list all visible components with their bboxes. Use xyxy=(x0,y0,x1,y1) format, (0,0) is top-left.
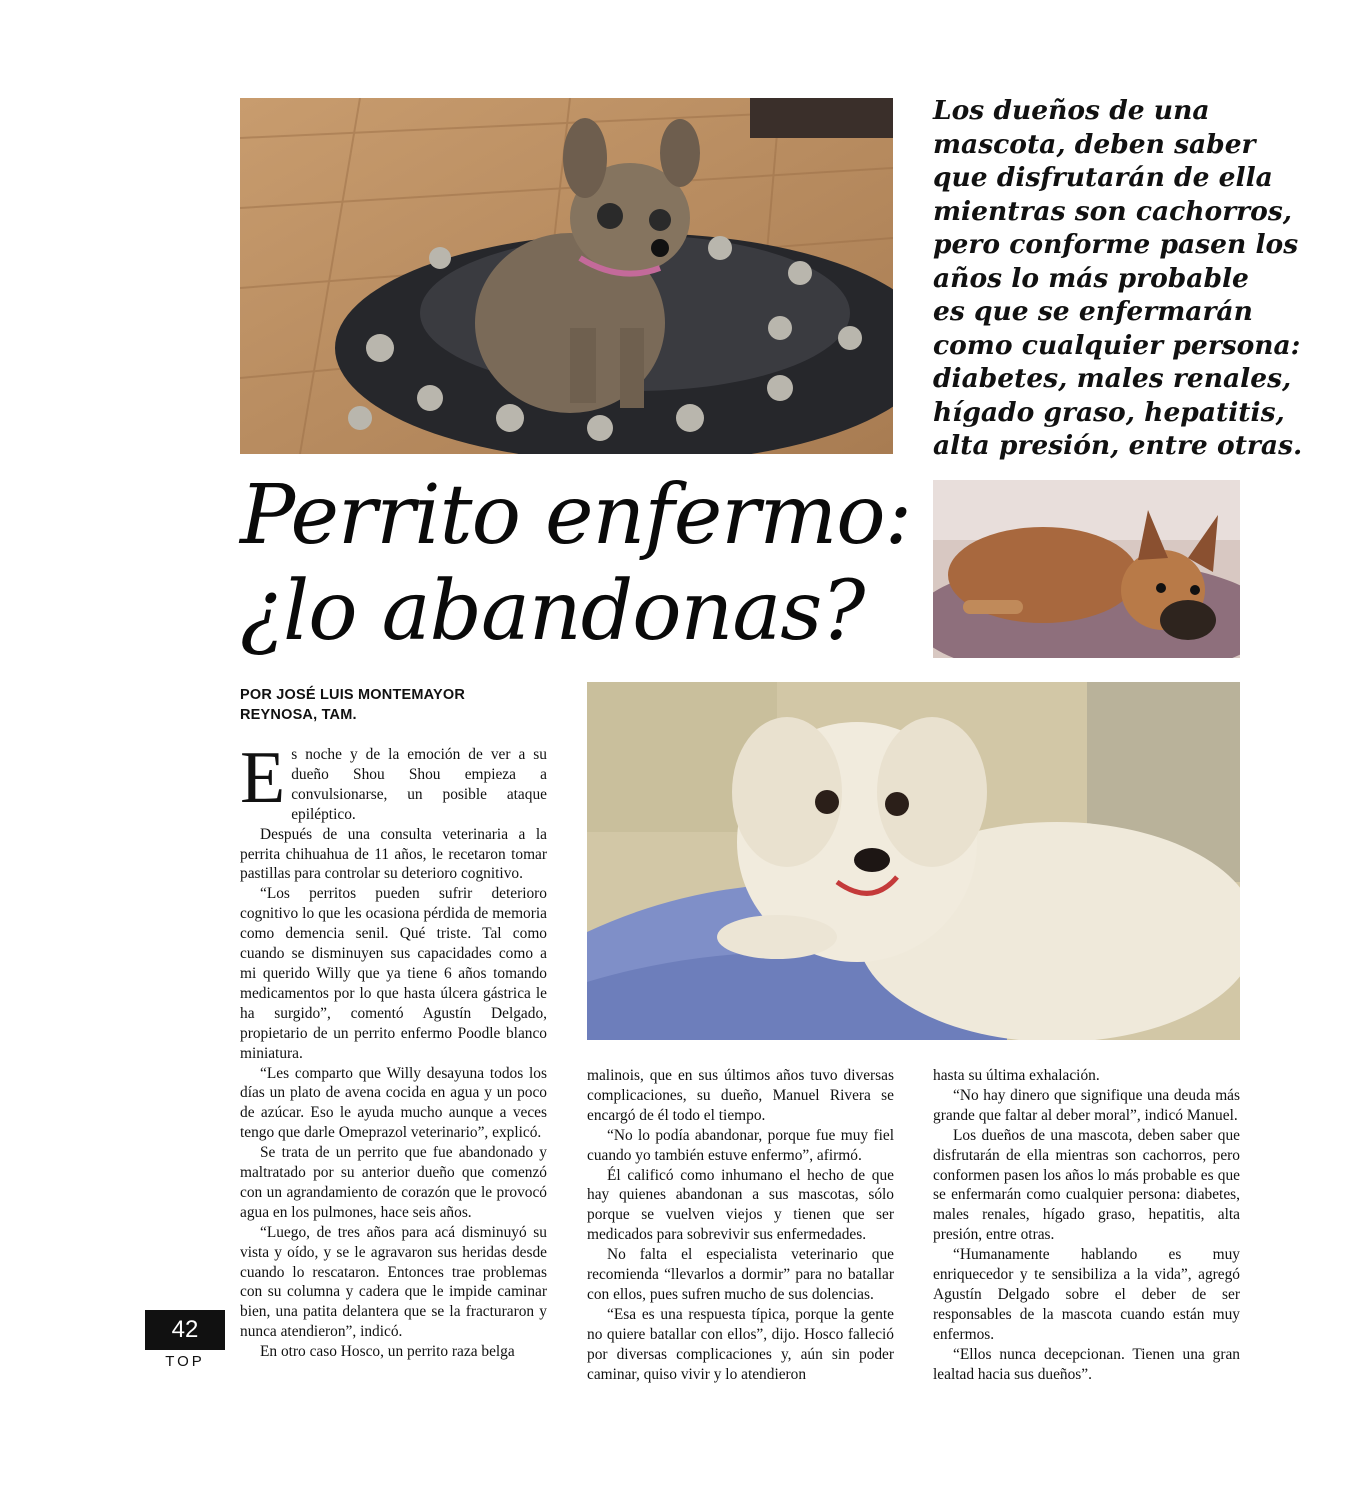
pull-quote xyxy=(933,94,1303,463)
article-paragraph xyxy=(240,737,547,825)
headline xyxy=(240,468,920,660)
article-paragraph: hasta su última exhalación. xyxy=(933,1067,1100,1084)
pull-quote-line: mascota, deben saber xyxy=(933,128,1256,160)
pull-quote-line: años lo más probable xyxy=(933,262,1249,294)
pull-quote-line: diabetes, males renales, xyxy=(933,363,1292,394)
photo-poodle xyxy=(587,682,1240,1040)
article-paragraph: “Esa es una respuesta típica, porque la gente no quiere batallar con ellos”, dijo. Hosco falleció por diversas complicaciones y, aún sin poder caminar, quiso vivir y lo atendieron xyxy=(587,1305,894,1383)
article-paragraph: malinois, que en sus últimos años tuvo diversas complicaciones, su dueño, Manuel Rivera se encargó de él todo el tiempo. xyxy=(587,1067,894,1124)
photo-resting-dog xyxy=(933,480,1240,658)
pull-quote-line: es que se enfermarán xyxy=(933,296,1253,327)
byline-place: REYNOSA, TAM. xyxy=(240,707,357,723)
article-column-1 xyxy=(240,737,547,1362)
pull-quote-line: Los dueños de una xyxy=(933,95,1210,126)
pull-quote-line: pero conforme pasen los xyxy=(933,229,1299,260)
pull-quote-line: que disfrutarán de ella xyxy=(933,162,1273,193)
pull-quote-line: hígado graso, hepatitis, xyxy=(933,396,1285,428)
article-paragraph: Él calificó como inhumano el hecho de que hay quienes abandonan a sus mascotas, sólo porque se vuelven viejos y tienen que ser medicados para sobrevivir sus enfermedades. xyxy=(587,1166,894,1244)
article-paragraph: “No lo podía abandonar, porque fue muy fiel cuando yo también estuve enfermo”, afirmó. xyxy=(587,1126,894,1164)
photo-chihuahua xyxy=(240,98,893,454)
byline-author: POR JOSÉ LUIS MONTEMAYOR xyxy=(240,687,466,703)
pull-quote-line: alta presión, entre otras. xyxy=(933,430,1303,461)
article-paragraph-text: s noche y de la emoción de ver a su dueño Shou Shou empieza a convulsionarse, un posible ataque epiléptico. xyxy=(291,746,547,823)
headline-line-1: Perrito enfermo: xyxy=(240,468,912,563)
headline-line-2: ¿lo abandonas? xyxy=(240,564,865,659)
pull-quote-line: como cualquier persona: xyxy=(933,329,1301,361)
article-paragraph: En otro caso Hosco, un perrito raza belga xyxy=(260,1343,515,1361)
article-paragraph: Después de una consulta veterinaria a la perrita chihuahua de 11 años, le recetaron tomar pastillas para controlar su deterioro cognitivo. xyxy=(240,825,547,883)
magazine-label: TOP xyxy=(165,1353,205,1370)
article-paragraph: “No hay dinero que signifique una deuda más grande que faltar al deber moral”, indicó Manuel. xyxy=(933,1086,1240,1124)
article-column-3 xyxy=(933,1066,1240,1385)
article-paragraph: “Luego, de tres años para acá disminuyó su vista y oído, y se le agravaron sus heridas desde cuando lo rescataron. Entonces trae problemas con su columna y cadera que le impide caminar bien, una patita delantera que se la fracturaron y nunca atendieron”, indicó. xyxy=(240,1223,547,1341)
byline xyxy=(240,685,465,725)
article-paragraph: Se trata de un perrito que fue abandonado y maltratado por su anterior dueño que comenzó con un agrandamiento de corazón que le provocó agua en los pulmones, hace seis años. xyxy=(240,1144,547,1221)
article-paragraph: “Les comparto que Willy desayuna todos los días un plato de avena cocida en agua y un poco de azúcar. Eso le ayuda mucho aunque a veces tengo que darle Omeprazol veterinario”, explicó. xyxy=(240,1064,547,1142)
drop-cap: E xyxy=(240,737,286,819)
article-paragraph: No falta el especialista veterinario que recomienda “llevarlos a dormir” para no batallar con ellos, pues sufren mucho de sus dolencias. xyxy=(587,1246,894,1303)
article-paragraph: “Ellos nunca decepcionan. Tienen una gran lealtad hacia sus dueños”. xyxy=(933,1345,1240,1383)
article-paragraph: “Humanamente hablando es muy enriquecedor y te sensibiliza a la vida”, agregó Agustín Delgado sobre el deber de ser responsables de la mascota cuando están muy enfermos. xyxy=(933,1246,1240,1343)
page-number: 42 xyxy=(145,1310,225,1350)
article-paragraph: “Los perritos pueden sufrir deterioro cognitivo lo que les ocasiona pérdida de memoria como demencia senil. Qué triste. Tal como cuando se disminuyen sus capacidades como a mi querido Willy que ya tiene 6 años tomando medicamentos por lo que hasta úlcera gástrica le ha surgido”, comentó Agustín Delgado, propietario de un perrito enfermo Poodle blanco miniatura. xyxy=(240,885,547,1062)
article-paragraph: Los dueños de una mascota, deben saber que disfrutarán de ella mientras son cachorros, pero conformen pasen los años lo más probable es que se enfermarán como cualquier persona: diabetes, males renales, hígado graso, hepatitis, alta presión, entre otras. xyxy=(933,1126,1240,1244)
pull-quote-line: mientras son cachorros, xyxy=(933,195,1292,227)
article-column-2 xyxy=(587,1066,894,1385)
